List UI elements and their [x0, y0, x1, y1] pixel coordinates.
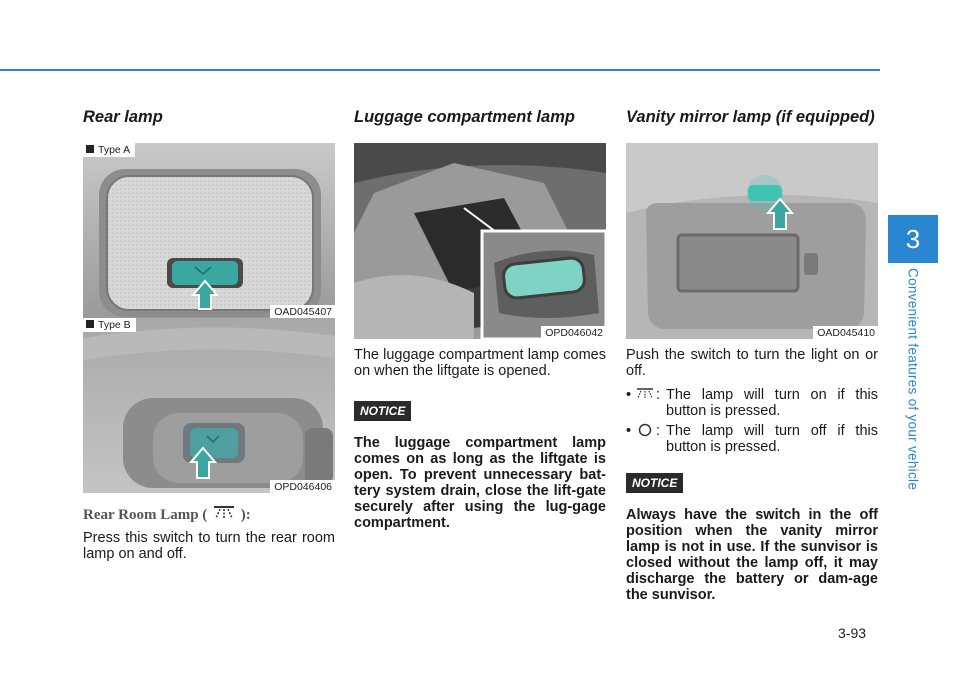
- luggage-lamp-body: The luggage compartment lamp comes on when the liftgate is opened.: [354, 347, 606, 379]
- bullet-text: The lamp will turn on if this button is pressed.: [666, 387, 878, 419]
- list-item: • : The lamp will turn on if this button is pressed.: [626, 387, 878, 419]
- chapter-tab: [888, 215, 938, 263]
- rear-lamp-type-a-illustration: [83, 143, 335, 318]
- vanity-lamp-heading: Vanity mirror lamp (if equipped): [626, 108, 875, 126]
- chapter-title: Convenient features of your vehicle: [905, 268, 921, 491]
- image-code: OPD046406: [270, 480, 335, 493]
- chapter-number: 3: [905, 223, 921, 254]
- rear-room-lamp-subheading: Rear Room Lamp ( ):: [83, 507, 251, 523]
- notice-badge: NOTICE: [626, 473, 683, 493]
- image-code: OPD046042: [541, 326, 606, 339]
- rear-lamp-section: [83, 108, 335, 570]
- luggage-lamp-section: [354, 108, 606, 531]
- vanity-lamp-notice: Always have the switch in the off position when the vanity mirror lamp is not in use. If the sunvisor is closed without the lamp off, it may discharge the battery or dam-age the sunvisor.: [626, 507, 878, 603]
- vanity-lamp-body: Push the switch to turn the light on or off.: [626, 347, 878, 379]
- lamp-on-icon: [635, 387, 655, 401]
- rear-lamp-heading: Rear lamp: [83, 108, 163, 126]
- vanity-lamp-image: [626, 143, 878, 339]
- luggage-lamp-heading: Luggage compartment lamp: [354, 108, 575, 126]
- sunvisor-illustration: [626, 143, 878, 339]
- list-item: • : The lamp will turn off if this button is pressed.: [626, 423, 878, 455]
- type-a-label: Type A: [83, 143, 135, 157]
- image-code: OAD045410: [813, 326, 878, 339]
- vanity-lamp-section: [626, 108, 878, 603]
- luggage-lamp-notice: The luggage compartment lamp comes on as long as the liftgate is open. To prevent unnecessary bat-tery system drain, close the lift-gate securely after using the lug-gage compartment.: [354, 435, 606, 531]
- image-code: OAD045407: [270, 305, 335, 318]
- lamp-off-icon: [635, 423, 655, 437]
- room-lamp-icon: [211, 505, 237, 521]
- rear-lamp-body: Press this switch to turn the rear room lamp on and off.: [83, 530, 335, 562]
- rear-lamp-type-b-illustration: [83, 318, 335, 493]
- rear-lamp-type-a-image: [83, 143, 335, 318]
- header-rule: [0, 69, 880, 71]
- luggage-lamp-image: [354, 143, 606, 339]
- page-number: 3-93: [838, 625, 867, 641]
- bullet-text: The lamp will turn off if this button is pressed.: [666, 423, 878, 455]
- rear-lamp-type-b-image: [83, 318, 335, 493]
- type-b-label: Type B: [83, 318, 136, 332]
- notice-badge: NOTICE: [354, 401, 411, 421]
- luggage-compartment-illustration: [354, 143, 606, 339]
